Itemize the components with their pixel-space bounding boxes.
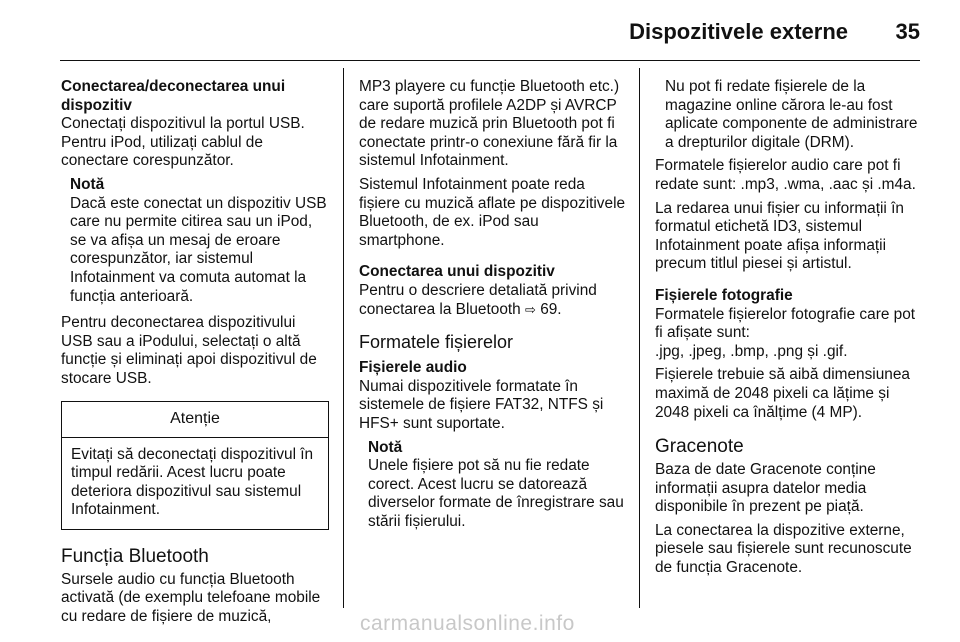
- column-3: [655, 78, 923, 583]
- column-divider-2: [639, 68, 640, 608]
- cross-reference-page: 69.: [540, 300, 562, 318]
- paragraph-bluetooth-ref: [359, 282, 627, 319]
- page-number: 35: [895, 19, 920, 44]
- subheading-connect-device: Conectarea unui dispozitiv: [359, 263, 555, 281]
- paragraph-gracenote-recognition: La conectarea la dispozitive externe, piesele sau fișierele sunt recunoscute de funcția Gracenote.: [655, 521, 912, 577]
- paragraph-file-systems: Numai dispozitivele formatate în sistemele de fișiere FAT32, NTFS și HFS+ sunt suportate.: [359, 377, 604, 432]
- column-2: [359, 78, 627, 539]
- paragraph-photo-size: Fișierele trebuie să aibă dimensiunea maximă de 2048 pixeli ca lățime și 2048 pixeli ca înălțime (4 MP).: [655, 366, 910, 421]
- paragraph-photo-extensions: .jpg, .jpeg, .bmp, .png și .gif.: [655, 342, 848, 360]
- paragraph-bluetooth-cont: MP3 playere cu funcție Bluetooth etc.) care suportă profilele A2DP și AVRCP de redare muzică prin Bluetooth pot fi conectate printr-o conexiune fără fir la sistemul Infotainment.: [359, 78, 620, 170]
- subheading-photo-files: Fișierele fotografie: [655, 286, 793, 304]
- note-text: Dacă este conectat un dispozitiv USB care nu permite citirea sau un iPod, se va afișa un mesaj de eroare corespunzător, iar sistemul Infotainment va comuta automat la funcția anterioară.: [70, 194, 327, 305]
- header-divider: [60, 60, 920, 61]
- paragraph-bluetooth: Sursele audio cu funcția Bluetooth activată (de exemplu telefoane mobile cu redare de fișiere de muzică,: [61, 570, 321, 626]
- paragraph-gracenote-db: Baza de date Gracenote conține informații asupra datelor media disponibile în prezent pe piață.: [655, 461, 876, 516]
- note-continuation: [655, 78, 923, 152]
- paragraph-drm: Nu pot fi redate fișierele de la magazine online cărora le-au fost aplicate componente de administrare a drepturilor digitale (DRM).: [665, 78, 918, 151]
- column-divider-1: [343, 68, 344, 608]
- page-header: [60, 18, 920, 58]
- note-title: Notă: [70, 175, 105, 193]
- warning-text: Evitați să deconectați dispozitivul în timpul redării. Acest lucru poate deteriora dispozitivul sau sistemul Infotainment.: [71, 445, 314, 519]
- subheading-audio-files: Fișierele audio: [359, 359, 467, 377]
- page-title: Dispozitivele externe: [629, 19, 848, 44]
- warning-title: Atenție: [62, 402, 328, 438]
- section-heading-gracenote: Gracenote: [655, 436, 744, 458]
- paragraph-photo-formats: Formatele fișierelor fotografie care pot fi afișate sunt:: [655, 305, 916, 342]
- column-1: [61, 78, 329, 632]
- subheading-connect-disconnect: Conectarea/deconectarea unui dispozitiv: [61, 78, 286, 114]
- note-box-2: [359, 439, 627, 532]
- note-title-2: Notă: [368, 438, 403, 456]
- paragraph-id3: La redarea unui fișier cu informații în formatul etichetă ID3, sistemul Infotainment poate afișa informații precum titlul piesei și artistul.: [655, 199, 904, 273]
- warning-box: [61, 401, 329, 530]
- section-heading-file-formats: Formatele fișierelor: [359, 332, 514, 353]
- cross-reference-icon: ⇨: [525, 301, 536, 317]
- section-heading-bluetooth: Funcția Bluetooth: [61, 545, 209, 567]
- paragraph-infotainment-play: Sistemul Infotainment poate reda fișiere cu muzică aflate pe dispozitivele Bluetooth, de ex. iPod sau smartphone.: [359, 175, 626, 249]
- paragraph-audio-formats: Formatele fișierelor audio care pot fi redate sunt: .mp3, .wma, .aac și .m4a.: [655, 157, 916, 193]
- note-box: [61, 176, 329, 306]
- paragraph-disconnect: Pentru deconectarea dispozitivului USB sau a iPodului, selectați o altă funcție și eliminați apoi dispozitivul de stocare USB.: [61, 314, 317, 387]
- bluetooth-ref-text: Pentru o descriere detaliată privind conectarea la Bluetooth: [359, 281, 597, 318]
- watermark: carmanualsonline.info: [360, 612, 575, 635]
- paragraph-connect: Conectați dispozitivul la portul USB. Pentru iPod, utilizați cablul de conectare corespunzător.: [61, 115, 305, 170]
- note-text-2: Unele fișiere pot să nu fie redate corect. Acest lucru se datorează diverselor formate de înregistrare sau stării fișierului.: [368, 457, 624, 530]
